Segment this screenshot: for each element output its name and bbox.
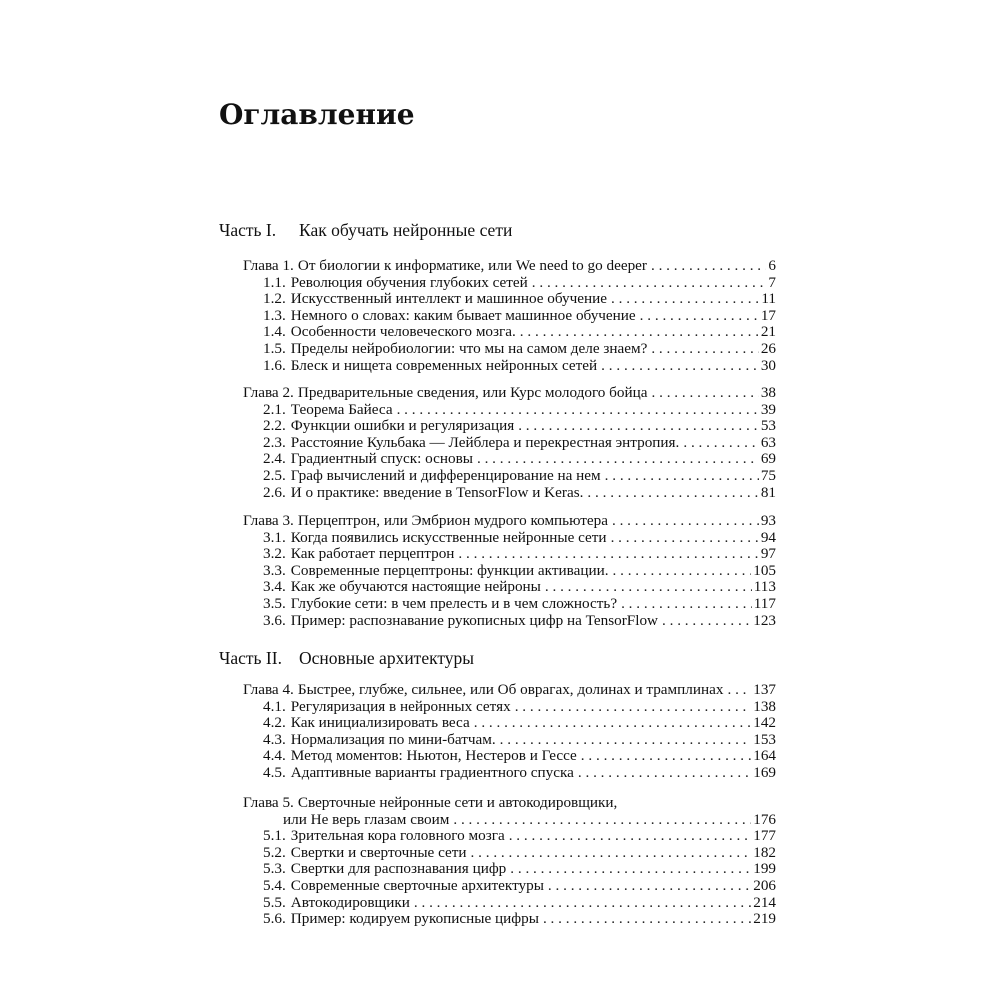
page-number: 137 bbox=[753, 681, 776, 698]
section-number: 2.1. bbox=[263, 400, 286, 418]
page-number: 38 bbox=[760, 384, 776, 401]
dot-leader bbox=[727, 681, 751, 698]
page-number: 169 bbox=[753, 764, 776, 781]
dot-leader bbox=[474, 714, 752, 731]
section-number: 4.5. bbox=[263, 764, 286, 781]
chapter-entry[interactable] bbox=[243, 794, 617, 811]
page-number: 81 bbox=[760, 483, 776, 501]
section-title: Пределы нейробиологии: что мы на самом деле знаем? bbox=[290, 340, 648, 357]
section-entry[interactable] bbox=[263, 417, 776, 434]
dot-leader bbox=[477, 450, 759, 467]
section-entry[interactable] bbox=[263, 529, 776, 546]
section-number: 5.3. bbox=[263, 860, 286, 878]
section-title: Как работает перцептрон bbox=[290, 545, 455, 563]
section-title: Современные сверточные архитектуры bbox=[290, 877, 544, 894]
section-title: Свертки и сверточные сети bbox=[290, 843, 467, 861]
chapter-number: Глава 2. bbox=[243, 384, 294, 401]
section-entry[interactable] bbox=[263, 357, 776, 374]
dot-leader bbox=[601, 357, 759, 374]
section-title: Когда появились искусственные нейронные сети bbox=[290, 528, 607, 546]
dot-leader bbox=[548, 877, 751, 894]
section-number: 1.3. bbox=[263, 306, 286, 324]
section-title: Пример: распознавание рукописных цифр на TensorFlow bbox=[290, 611, 659, 629]
section-number: 5.1. bbox=[263, 827, 286, 845]
dot-leader bbox=[651, 340, 758, 357]
dot-leader bbox=[640, 307, 759, 324]
section-number: 2.6. bbox=[263, 483, 286, 501]
chapter-entry[interactable] bbox=[243, 512, 776, 529]
chapter-number: Глава 3. bbox=[243, 512, 294, 529]
page-number: 206 bbox=[753, 877, 776, 894]
chapter-entry-continuation[interactable] bbox=[283, 811, 776, 828]
section-entry[interactable] bbox=[263, 764, 776, 781]
page-number: 6 bbox=[768, 257, 776, 274]
section-entry[interactable] bbox=[263, 827, 776, 844]
part-number: Часть II. bbox=[219, 648, 282, 668]
section-title: Градиентный спуск: основы bbox=[290, 450, 473, 468]
section-entry[interactable] bbox=[263, 323, 776, 340]
section-number: 1.4. bbox=[263, 323, 286, 341]
page-number: 105 bbox=[753, 561, 776, 579]
dot-leader bbox=[578, 764, 751, 781]
section-title: Блеск и нищета современных нейронных сетей bbox=[290, 356, 598, 374]
chapter-entry[interactable] bbox=[243, 257, 776, 274]
dot-leader bbox=[652, 384, 759, 401]
dot-leader bbox=[545, 578, 752, 595]
section-title: Немного о словах: каким бывает машинное обучение bbox=[290, 306, 636, 324]
part-heading bbox=[219, 218, 512, 242]
section-entry[interactable] bbox=[263, 910, 776, 927]
section-number: 5.2. bbox=[263, 843, 286, 861]
section-title: Как же обучаются настоящие нейроны bbox=[290, 578, 541, 596]
section-entry[interactable] bbox=[263, 894, 776, 911]
section-number: 5.6. bbox=[263, 910, 286, 928]
section-title: Искусственный интеллект и машинное обучение bbox=[290, 290, 607, 308]
section-number: 2.3. bbox=[263, 433, 286, 451]
page-number: 117 bbox=[753, 595, 776, 612]
page-number: 219 bbox=[753, 910, 776, 928]
section-entry[interactable] bbox=[263, 578, 776, 595]
page-number: 142 bbox=[753, 714, 776, 732]
section-entry[interactable] bbox=[263, 340, 776, 357]
page-number: 199 bbox=[753, 860, 776, 878]
dot-leader bbox=[500, 731, 752, 748]
section-entry[interactable] bbox=[263, 714, 776, 731]
dot-leader bbox=[414, 894, 751, 911]
section-number: 4.3. bbox=[263, 730, 286, 748]
section-title: Расстояние Кульбака — Лейблера и перекрестная энтропия. bbox=[290, 433, 680, 451]
section-entry[interactable] bbox=[263, 612, 776, 629]
section-title: Особенности человеческого мозга. bbox=[290, 323, 516, 341]
section-entry[interactable] bbox=[263, 484, 776, 501]
section-title: Функции ошибки и регуляризация bbox=[290, 417, 515, 435]
chapter-title: Предварительные сведения, или Курс молодого бойца bbox=[297, 384, 648, 401]
page-number: 176 bbox=[753, 810, 776, 828]
page-number: 214 bbox=[753, 893, 776, 911]
dot-leader bbox=[458, 545, 758, 562]
page-number: 177 bbox=[753, 827, 776, 845]
dot-leader bbox=[611, 529, 759, 546]
page-number: 138 bbox=[753, 697, 776, 715]
section-entry[interactable] bbox=[263, 290, 776, 307]
page-number: 53 bbox=[760, 417, 776, 435]
page-number: 7 bbox=[768, 273, 776, 291]
page-number: 164 bbox=[753, 747, 776, 765]
page-number: 26 bbox=[760, 340, 776, 357]
dot-leader bbox=[520, 323, 759, 340]
page-number: 94 bbox=[760, 528, 776, 546]
chapter-entry[interactable] bbox=[243, 681, 776, 698]
chapter-title: От биологии к информатике, или We need to go deeper bbox=[297, 257, 647, 274]
part-heading bbox=[219, 646, 474, 670]
dot-leader bbox=[397, 401, 759, 418]
chapter-number: Глава 4. bbox=[243, 681, 294, 698]
part-title: Как обучать нейронные сети bbox=[299, 220, 513, 240]
page-number: 11 bbox=[761, 290, 776, 308]
section-title: Современные перцептроны: функции активации. bbox=[290, 561, 609, 579]
page-number: 113 bbox=[753, 578, 776, 596]
dot-leader bbox=[543, 910, 751, 927]
section-entry[interactable] bbox=[263, 467, 776, 484]
page-number: 21 bbox=[760, 323, 776, 341]
section-number: 3.3. bbox=[263, 561, 286, 579]
chapter-title: Перцептрон, или Эмбрион мудрого компьютера bbox=[297, 512, 608, 529]
section-entry[interactable] bbox=[263, 731, 776, 748]
section-entry[interactable] bbox=[263, 307, 776, 324]
section-title: Свертки для распознавания цифр bbox=[290, 860, 507, 878]
section-number: 4.1. bbox=[263, 697, 286, 715]
section-number: 3.4. bbox=[263, 578, 286, 596]
section-number: 2.4. bbox=[263, 450, 286, 468]
chapter-title: Быстрее, глубже, сильнее, или Об оврагах, долинах и трамплинах bbox=[297, 681, 724, 698]
dot-leader bbox=[605, 467, 759, 484]
dot-leader bbox=[532, 274, 767, 291]
dot-leader bbox=[515, 698, 752, 715]
part-number: Часть I. bbox=[219, 220, 277, 240]
section-number: 3.6. bbox=[263, 611, 286, 629]
section-title: Как инициализировать веса bbox=[290, 714, 470, 732]
dot-leader bbox=[662, 612, 751, 629]
dot-leader bbox=[509, 827, 752, 844]
section-number: 3.5. bbox=[263, 595, 286, 612]
section-entry[interactable] bbox=[263, 844, 776, 861]
section-entry[interactable] bbox=[263, 860, 776, 877]
section-number: 2.5. bbox=[263, 467, 286, 484]
section-title: Нормализация по мини-батчам. bbox=[290, 730, 496, 748]
section-number: 1.5. bbox=[263, 340, 286, 357]
dot-leader bbox=[453, 811, 751, 828]
section-number: 3.1. bbox=[263, 528, 286, 546]
section-number: 1.1. bbox=[263, 273, 286, 291]
section-number: 2.2. bbox=[263, 417, 286, 435]
page-number: 153 bbox=[753, 730, 776, 748]
section-number: 4.4. bbox=[263, 747, 286, 765]
section-entry[interactable] bbox=[263, 747, 776, 764]
section-entry[interactable] bbox=[263, 562, 776, 579]
section-entry[interactable] bbox=[263, 434, 776, 451]
page-number: 182 bbox=[753, 843, 776, 861]
section-entry[interactable] bbox=[263, 401, 776, 418]
section-entry[interactable] bbox=[263, 595, 776, 612]
chapter-title-continuation: или Не верь глазам своим bbox=[283, 810, 450, 828]
section-number: 1.6. bbox=[263, 356, 286, 374]
section-number: 5.5. bbox=[263, 893, 286, 911]
chapter-entry[interactable] bbox=[243, 384, 776, 401]
section-number: 1.2. bbox=[263, 290, 286, 308]
section-entry[interactable] bbox=[263, 545, 776, 562]
dot-leader bbox=[471, 844, 752, 861]
section-title: И о практике: введение в TensorFlow и Keras. bbox=[290, 483, 584, 501]
section-title: Теорема Байеса bbox=[290, 400, 393, 418]
chapter-number: Глава 1. bbox=[243, 257, 294, 274]
page-number: 63 bbox=[760, 433, 776, 451]
section-number: 3.2. bbox=[263, 545, 286, 563]
page-number: 97 bbox=[760, 545, 776, 563]
section-number: 4.2. bbox=[263, 714, 286, 732]
section-title: Метод моментов: Ньютон, Нестеров и Гессе bbox=[290, 747, 577, 765]
section-entry[interactable] bbox=[263, 274, 776, 291]
dot-leader bbox=[683, 434, 758, 451]
page-number: 17 bbox=[760, 306, 776, 324]
section-title: Адаптивные варианты градиентного спуска bbox=[290, 764, 574, 781]
dot-leader bbox=[510, 860, 751, 877]
dot-leader bbox=[518, 417, 759, 434]
section-entry[interactable] bbox=[263, 698, 776, 715]
page-number: 69 bbox=[760, 450, 776, 468]
dot-leader bbox=[621, 595, 752, 612]
section-title: Автокодировщики bbox=[290, 893, 410, 911]
dot-leader bbox=[611, 290, 759, 307]
chapter-title: Сверточные нейронные сети и автокодировщики, bbox=[297, 794, 618, 811]
section-title: Регуляризация в нейронных сетях bbox=[290, 697, 511, 715]
chapter-number: Глава 5. bbox=[243, 794, 294, 811]
section-title: Революция обучения глубоких сетей bbox=[290, 273, 528, 291]
section-entry[interactable] bbox=[263, 450, 776, 467]
section-title: Зрительная кора головного мозга bbox=[290, 827, 505, 845]
dot-leader bbox=[587, 484, 758, 501]
page-number: 39 bbox=[760, 400, 776, 418]
dot-leader bbox=[651, 257, 766, 274]
page-number: 30 bbox=[760, 356, 776, 374]
page-number: 123 bbox=[753, 611, 776, 629]
section-number: 5.4. bbox=[263, 877, 286, 894]
section-entry[interactable] bbox=[263, 877, 776, 894]
dot-leader bbox=[613, 562, 752, 579]
dot-leader bbox=[612, 512, 759, 529]
section-title: Глубокие сети: в чем прелесть и в чем сложность? bbox=[290, 595, 618, 612]
part-title: Основные архитектуры bbox=[299, 648, 475, 668]
page-number: 75 bbox=[760, 467, 776, 484]
dot-leader bbox=[581, 747, 751, 764]
section-title: Пример: кодируем рукописные цифры bbox=[290, 910, 539, 928]
page-number: 93 bbox=[760, 512, 776, 529]
section-title: Граф вычислений и дифференцирование на нем bbox=[290, 467, 601, 484]
page-title: Оглавление bbox=[219, 98, 415, 131]
